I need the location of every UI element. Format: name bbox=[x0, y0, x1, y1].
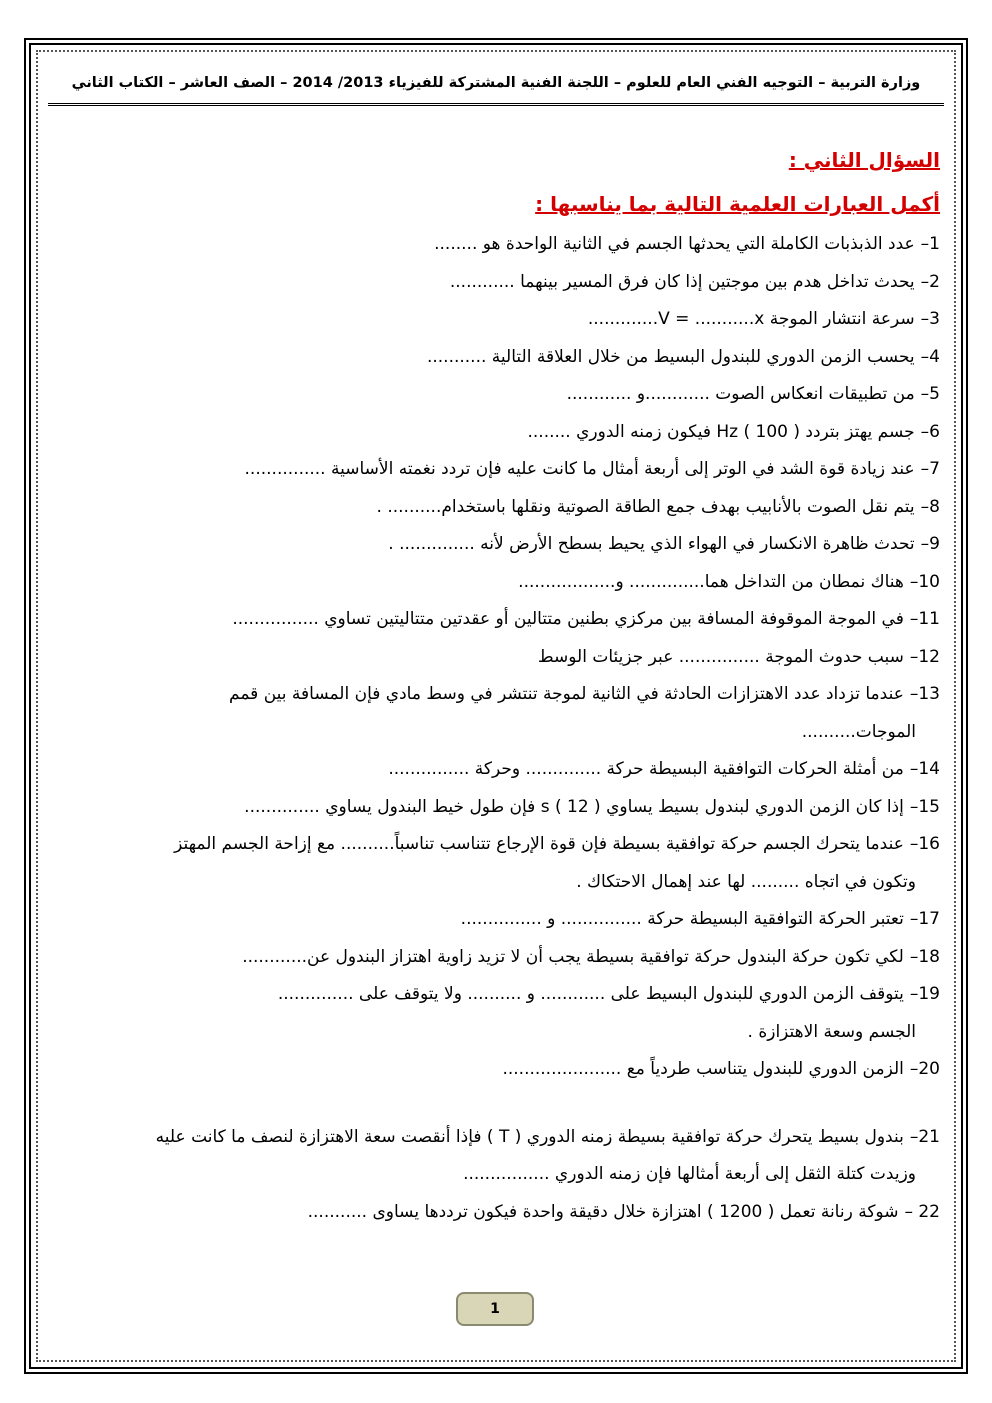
item-text: إذا كان الزمن الدوري لبندول بسيط يساوي s ( 12 ) فإن طول خيط البندول يساوي .............. bbox=[244, 796, 904, 817]
item-text: شوكة رنانة تعمل ( 1200 ) اهتزازة خلال دقيقة واحدة فيكون ترددها يساوى ........... bbox=[307, 1201, 899, 1222]
item-number: 19– bbox=[909, 984, 940, 1004]
item-number: 13– bbox=[909, 684, 940, 704]
list-item bbox=[52, 601, 940, 639]
list-item bbox=[52, 1051, 940, 1089]
item-number: 3– bbox=[920, 309, 940, 329]
list-item bbox=[52, 1119, 940, 1194]
item-text: عند زيادة قوة الشد في الوتر إلى أربعة أمثال ما كانت عليه فإن تردد نغمته الأساسية ............... bbox=[244, 459, 915, 479]
item-text: يتوقف الزمن الدوري للبندول البسيط على ............ و .......... ولا يتوقف على .............. bbox=[277, 984, 904, 1004]
item-number: 16– bbox=[909, 834, 940, 854]
item-text: هناك نمطان من التداخل هما.............. و.................. bbox=[518, 571, 904, 592]
question-title: السؤال الثاني : bbox=[788, 148, 940, 172]
list-item bbox=[52, 301, 940, 339]
list-item bbox=[52, 376, 940, 414]
item-text: عندما تزداد عدد الاهتزازات الحادثة في الثانية لموجة تنتشر في وسط مادي فإن المسافة بين قمم bbox=[229, 684, 904, 704]
item-text: الزمن الدوري للبندول يتناسب طردياً مع ...................... bbox=[502, 1059, 904, 1079]
list-item bbox=[52, 789, 940, 827]
page-header: وزارة التربية – التوجيه الفني العام للعلوم – اللجنة الفنية المشتركة للفيزياء 2013/ 2014 – الصف العاشر – الكتاب الثاني bbox=[71, 75, 921, 91]
item-text: جسم يهتز بتردد Hz ( 100 ) فيكون زمنه الدوري ........ bbox=[527, 421, 915, 442]
list-item bbox=[52, 564, 940, 602]
item-continuation: الجسم وسعة الاهتزازة . bbox=[747, 1021, 916, 1042]
item-number: 17– bbox=[909, 909, 940, 929]
item-text: لكي تكون حركة البندول حركة توافقية بسيطة يجب أن لا تزيد زاوية اهتزاز البندول عن............ bbox=[242, 946, 904, 967]
item-text: تحدث ظاهرة الانكسار في الهواء الذي يحيط بسطح الأرض لأنه .............. . bbox=[388, 534, 915, 554]
item-number: 4– bbox=[920, 346, 940, 367]
spacer bbox=[52, 1089, 940, 1119]
list-item bbox=[52, 451, 940, 489]
item-text: يحسب الزمن الدوري للبندول البسيط من خلال العلاقة التالية ........... bbox=[426, 346, 915, 367]
list-item bbox=[52, 414, 940, 452]
list-item bbox=[52, 751, 940, 789]
item-text: من تطبيقات انعكاس الصوت ............و ............ bbox=[566, 384, 915, 404]
list-item bbox=[52, 939, 940, 977]
item-number: 20– bbox=[909, 1059, 940, 1079]
item-number: 12– bbox=[909, 646, 940, 667]
item-number: 6– bbox=[920, 421, 940, 442]
item-text: تعتبر الحركة التوافقية البسيطة حركة ............... و ............... bbox=[460, 909, 904, 929]
item-text: يحدث تداخل هدم بين موجتين إذا كان فرق المسير بينهما ............ bbox=[449, 271, 915, 292]
item-number: 18– bbox=[909, 946, 940, 967]
item-number: 2– bbox=[920, 271, 940, 292]
header-divider bbox=[48, 103, 944, 106]
item-text: سرعة انتشار الموجة V = ...........x............. bbox=[587, 309, 915, 329]
item-text: في الموجة الموقوفة المسافة بين مركزي بطنين متتالين أو عقدتين متتاليتين تساوي ................ bbox=[232, 609, 904, 629]
item-continuation: وزيدت كتلة الثقل إلى أربعة أمثالها فإن زمنه الدوري ................ bbox=[463, 1164, 916, 1184]
item-number: 9– bbox=[920, 534, 940, 554]
item-number: 10– bbox=[909, 571, 940, 592]
item-number: 21– bbox=[909, 1126, 940, 1147]
list-item bbox=[52, 676, 940, 751]
item-continuation: وتكون في اتجاه ......... لها عند إهمال الاحتكاك . bbox=[576, 871, 916, 892]
item-text: بندول بسيط يتحرك حركة توافقية بسيطة زمنه الدوري ( T ) فإذا أنقصت سعة الاهتزازة لنصف ما كانت عليه bbox=[155, 1126, 904, 1147]
item-number: 15– bbox=[909, 796, 940, 817]
list-item bbox=[52, 976, 940, 1051]
item-text: عدد الذبذبات الكاملة التي يحدثها الجسم في الثانية الواحدة هو ........ bbox=[434, 234, 915, 254]
question-items bbox=[52, 226, 940, 1231]
item-text: يتم نقل الصوت بالأنابيب بهدف جمع الطاقة الصوتية ونقلها باستخدام.......... . bbox=[376, 496, 915, 517]
list-item bbox=[52, 226, 940, 264]
item-number: 22 – bbox=[904, 1201, 940, 1222]
list-item bbox=[52, 489, 940, 527]
list-item bbox=[52, 901, 940, 939]
item-number: 8– bbox=[920, 496, 940, 517]
page-number: 1 bbox=[456, 1292, 534, 1326]
list-item bbox=[52, 1194, 940, 1232]
item-number: 7– bbox=[920, 459, 940, 479]
item-text: من أمثلة الحركات التوافقية البسيطة حركة .............. وحركة ............... bbox=[388, 759, 904, 779]
item-number: 11– bbox=[909, 609, 940, 629]
list-item bbox=[52, 639, 940, 677]
item-number: 5– bbox=[920, 384, 940, 404]
list-item bbox=[52, 339, 940, 377]
list-item bbox=[52, 264, 940, 302]
item-number: 1– bbox=[920, 234, 940, 254]
item-number: 14– bbox=[909, 759, 940, 779]
list-item bbox=[52, 526, 940, 564]
item-text: سبب حدوث الموجة ............... عبر جزيئات الوسط bbox=[537, 646, 904, 667]
question-content bbox=[52, 140, 940, 1231]
list-item bbox=[52, 826, 940, 901]
item-text: عندما يتحرك الجسم حركة توافقية بسيطة فإن قوة الإرجاع تتناسب تناسباً.......... مع إزاحة الجسم المهتز bbox=[174, 834, 904, 854]
question-instruction: أكمل العبارات العلمية التالية بما يناسبها : bbox=[535, 192, 940, 216]
item-continuation: الموجات.......... bbox=[801, 721, 916, 742]
